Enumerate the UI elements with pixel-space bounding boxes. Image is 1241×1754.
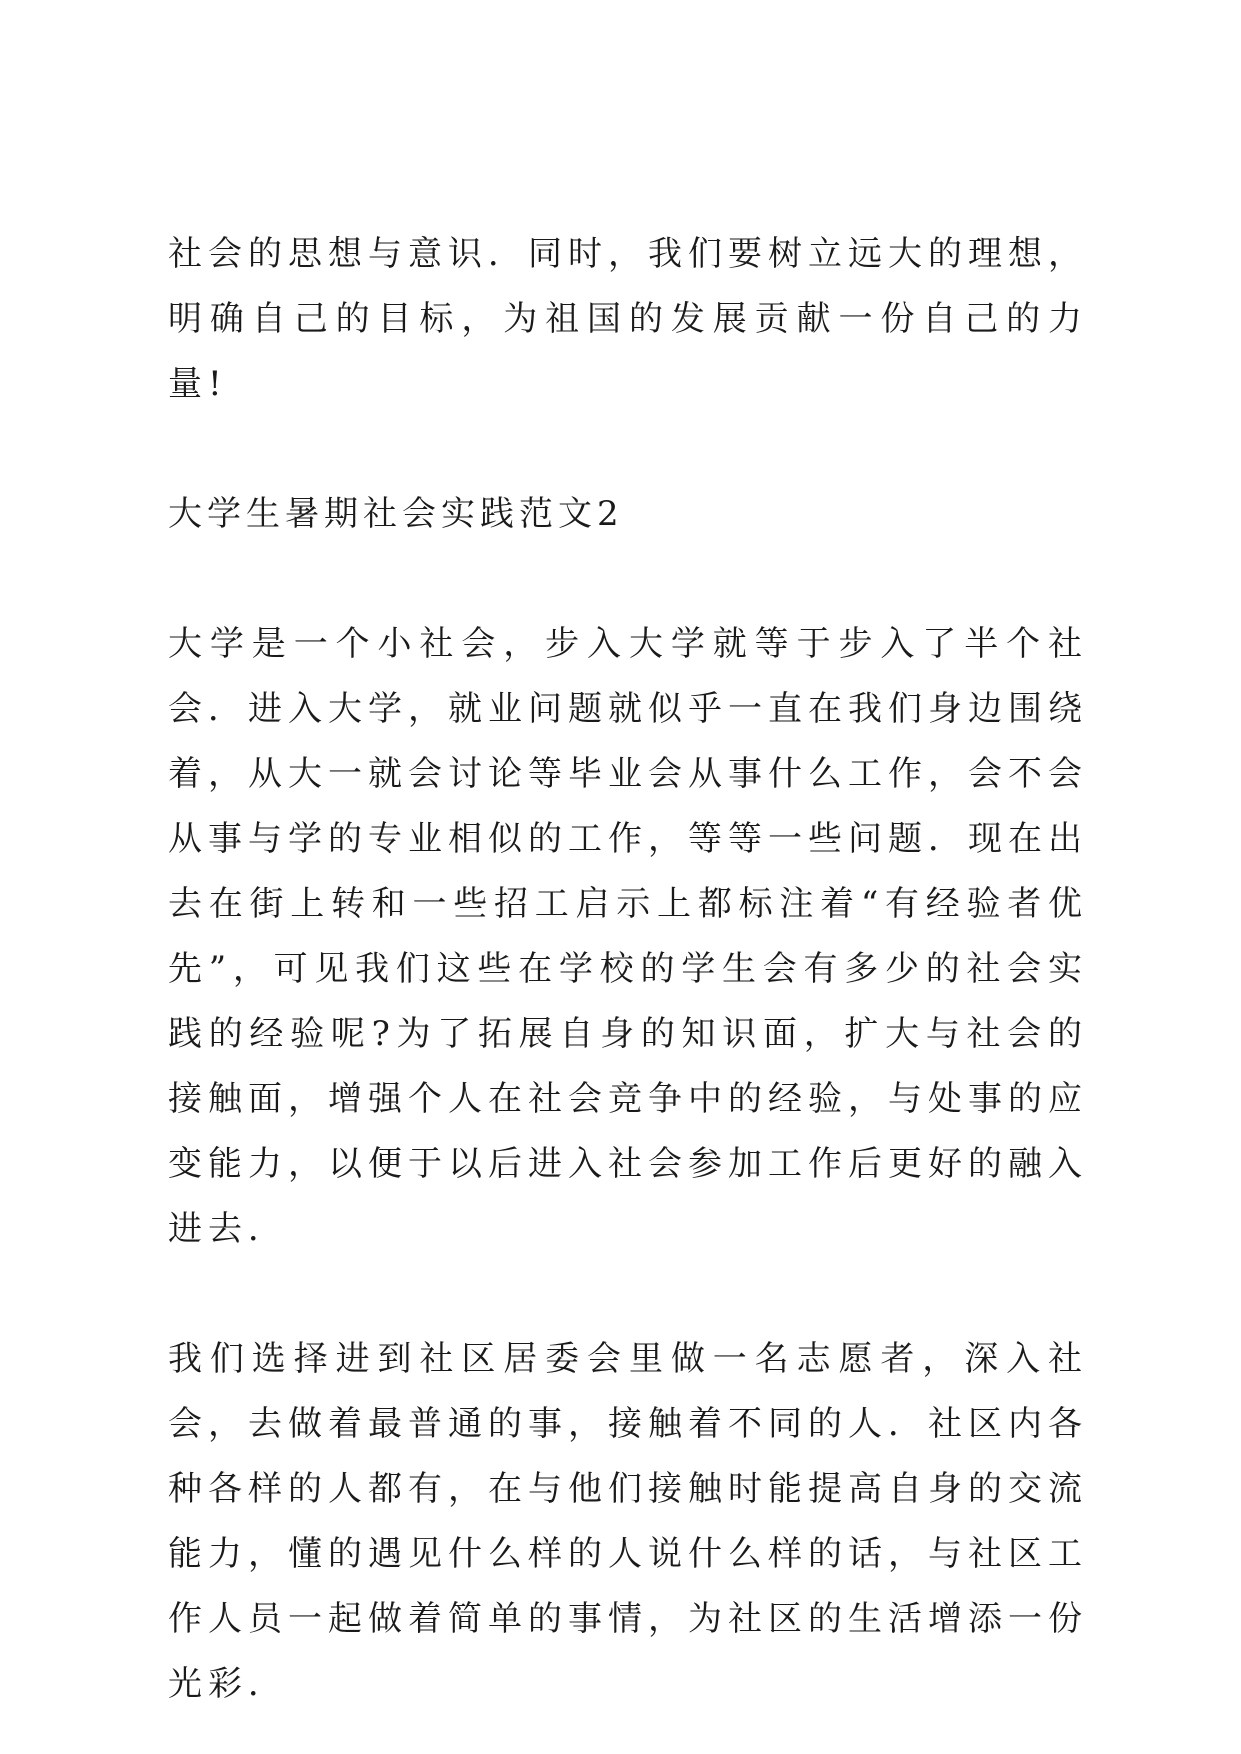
paragraph-gap xyxy=(168,417,1088,482)
paragraph-intro: 大学是一个小社会，步入大学就等于步入了半个社会．进入大学，就业问题就似乎一直在我们身边围绕着，从大一就会讨论等毕业会从事什么工作，会不会从事与学的专业相似的工作，等等一些问题．现在出去在街上转和一些招工启示上都标注着“有经验者优先”，可见我们这些在学校的学生会有多少的社会实践的经验呢?为了拓展自身的知识面，扩大与社会的接触面，增强个人在社会竞争中的经验，与处事的应变能力，以便于以后进入社会参加工作后更好的融入进去． xyxy=(168,624,1088,1249)
paragraph-continued: 社会的思想与意识．同时，我们要树立远大的理想，明确自己的目标，为祖国的发展贡献一份自己的力量! xyxy=(168,234,1088,404)
paragraph-gap xyxy=(168,547,1088,612)
section-heading: 大学生暑期社会实践范文2 xyxy=(168,494,624,534)
document-body xyxy=(168,222,1088,1717)
paragraph-gap xyxy=(168,1262,1088,1327)
paragraph-volunteer: 我们选择进到社区居委会里做一名志愿者，深入社会，去做着最普通的事，接触着不同的人．社区内各种各样的人都有，在与他们接触时能提高自身的交流能力，懂的遇见什么样的人说什么样的话，与社区工作人员一起做着简单的事情，为社区的生活增添一份光彩． xyxy=(168,1339,1088,1704)
